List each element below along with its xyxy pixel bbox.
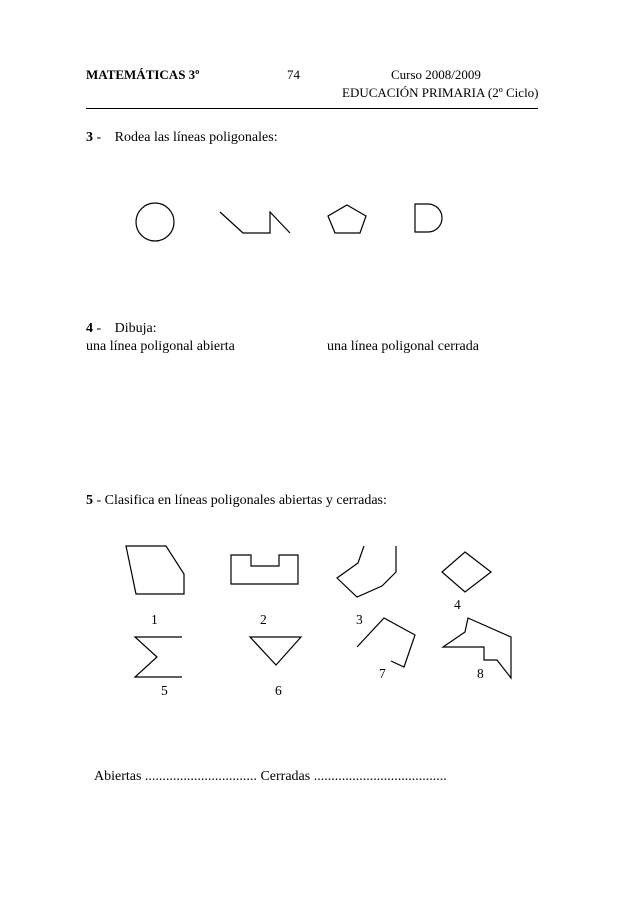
- figure-7-polyline: [357, 618, 415, 667]
- page-number: 74: [287, 67, 300, 82]
- figure-2-polygon: [231, 555, 298, 584]
- figure-5-polyline: [135, 637, 182, 677]
- figure-1-label: 1: [151, 612, 158, 627]
- exercise-5-instruction: - Clasifica en líneas poligonales abiertas y cerradas:: [96, 493, 387, 508]
- figure-1-polygon: [126, 546, 184, 594]
- open-polyline-prompt: una línea poligonal abierta: [86, 339, 235, 354]
- figure-6-label: 6: [275, 683, 282, 698]
- answer-open-field: Abiertas ................................: [94, 769, 257, 784]
- figure-3-label: 3: [356, 612, 363, 627]
- education-level: EDUCACIÓN PRIMARIA (2º Ciclo): [342, 85, 539, 100]
- exercise-3-dash: -: [96, 130, 102, 145]
- closed-polyline-prompt: una línea poligonal cerrada: [327, 339, 479, 354]
- exercise-4-instruction: Dibuja:: [114, 321, 157, 336]
- exercise-4-dash: -: [96, 321, 102, 336]
- subject-title: MATEMÁTICAS 3º: [86, 67, 200, 82]
- figure-2-label: 2: [260, 612, 267, 627]
- exercise-4-number: 4: [86, 321, 93, 336]
- answer-closed-field: Cerradas ......................................: [260, 769, 447, 784]
- figure-5-label: 5: [161, 683, 168, 698]
- course-year: Curso 2008/2009: [391, 67, 481, 82]
- exercise-3-instruction: Rodea las líneas poligonales:: [114, 130, 278, 145]
- exercise-3-number: 3: [86, 130, 93, 145]
- figure-4-label: 4: [454, 597, 461, 612]
- figure-8-label: 8: [477, 666, 484, 681]
- figure-4-rhombus: [442, 552, 491, 592]
- answer-line: [94, 770, 447, 784]
- figure-7-label: 7: [379, 666, 386, 681]
- figure-3-polyline: [337, 546, 396, 597]
- exercise-5-number: 5: [86, 493, 93, 508]
- figure-6-triangle: [250, 637, 301, 665]
